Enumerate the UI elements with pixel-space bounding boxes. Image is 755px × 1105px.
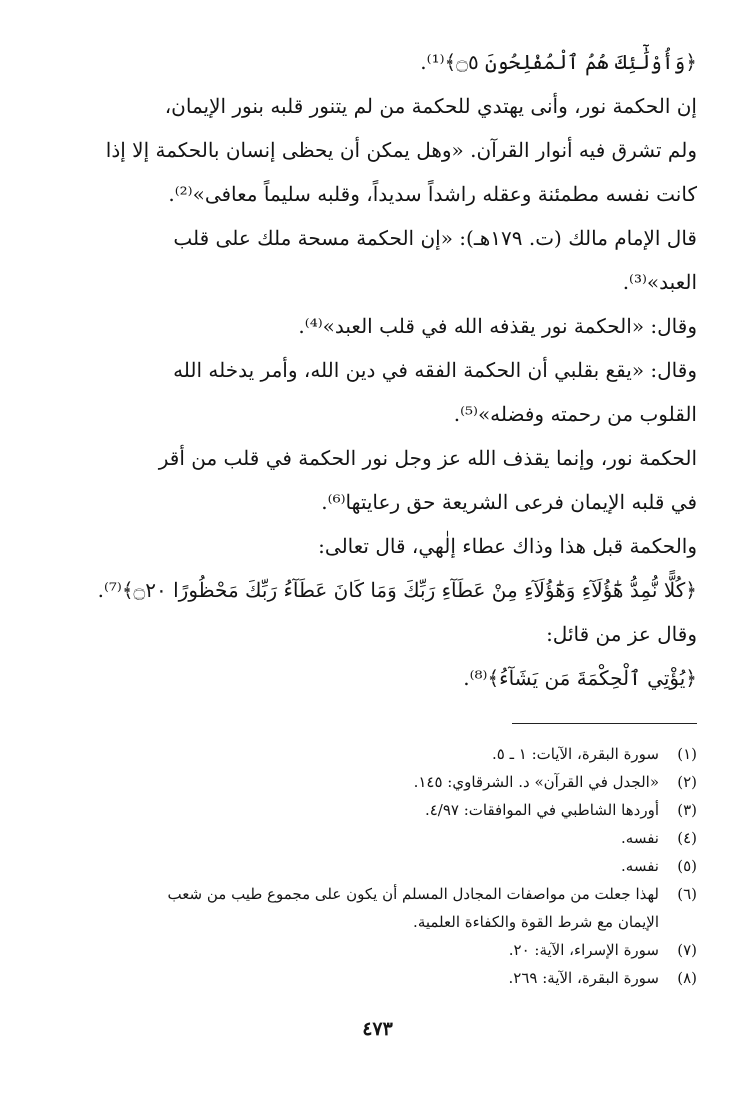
footnote-number: (٣) [677,801,697,819]
footnote-item [57,964,697,992]
footnote-item [57,852,697,880]
footnote-item [57,768,697,796]
footnote-text: لهذا جعلت من مواصفات المجادل المسلم أن يكون على مجموع طيب من شعب [167,885,659,903]
paragraph-line: والحكمة قبل هذا وذاك عطاء إلٰهي، قال تعالى: [318,534,697,558]
footnote-number: (٢) [677,773,697,791]
footnote-number: (٧) [677,941,697,959]
quran-verse-line: ﴿يُؤْتِي ٱلْحِكْمَةَ مَن يَشَآءُ﴾⁽⁸⁾. [463,666,697,690]
paragraph-line: العبد»⁽³⁾. [622,270,697,294]
paragraph-line: الحكمة نور، وإنما يقذف الله عز وجل نور الحكمة في قلب من أقر [158,446,697,470]
paragraph-line: ولم تشرق فيه أنوار القرآن. «وهل يمكن أن يحظى إنسان بالحكمة إلا إذا [105,138,697,162]
footnote-text: سورة الإسراء، الآية: ٢٠. [508,941,659,959]
quran-verse-line: ﴿وَأُوْلَٰٓئِكَ هُمُ ٱلْمُفْلِحُونَ ۝٥﴾⁽¹⁾. [420,50,697,74]
paragraph-line: في قلبه الإيمان فرعى الشريعة حق رعايتها⁽⁶⁾. [321,490,697,514]
page-number: ٤٧٣ [362,1018,393,1040]
paragraph-line: إن الحكمة نور، وأنى يهتدي للحكمة من لم يتنور قلبه بنور الإيمان، [164,94,697,118]
paragraph-line: القلوب من رحمته وفضله»⁽⁵⁾. [453,402,697,426]
paragraph-line: وقال عز من قائل: [546,622,697,646]
footnote-text: سورة البقرة، الآية: ٢٦٩. [508,969,659,987]
footnote-number: (١) [677,745,697,763]
footnote-text: أوردها الشاطبي في الموافقات: ٤/٩٧. [424,801,659,819]
footnotes [57,740,697,992]
paragraph-line: وقال: «الحكمة نور يقذفه الله في قلب العبد»⁽⁴⁾. [298,314,697,338]
quran-verse-line: ﴿كُلًّا نُّمِدُّ هَٰٓؤُلَآءِ وَهَٰٓؤُلَآءِ مِنْ عَطَآءِ رَبِّكَ وَمَا كَانَ عَطَآءُ رَبِّكَ مَحْظُورًا ۝٢٠﴾⁽⁷⁾. [97,578,697,602]
footnote-continuation: الإيمان مع شرط القوة والكفاءة العلمية. [413,913,659,931]
footnote-item [57,824,697,852]
paragraph-line: وقال: «يقع بقلبي أن الحكمة الفقه في دين الله، وأمر يدخله الله [173,358,697,382]
paragraph-line: قال الإمام مالك (ت. ١٧٩هـ): «إن الحكمة مسحة ملك على قلب [173,226,697,250]
footnote-text: سورة البقرة، الآيات: ١ ـ ٥. [491,745,659,763]
footnote-separator [512,723,697,724]
footnote-number: (٥) [677,857,697,875]
footnote-text: نفسه. [621,857,659,875]
paragraph-line: كانت نفسه مطمئنة وعقله راشداً سديداً، وقلبه سليماً معافى»⁽²⁾. [168,182,697,206]
footnote-item [57,740,697,768]
footnote-number: (٦) [677,885,697,903]
footnote-item [57,880,697,908]
footnote-number: (٨) [677,969,697,987]
footnote-text: «الجدل في القرآن» د. الشرقاوي: ١٤٥. [413,773,659,791]
footnote-number: (٤) [677,829,697,847]
footnote-text: نفسه. [621,829,659,847]
footnote-item [57,796,697,824]
footnote-item [57,936,697,964]
main-text [57,40,697,700]
